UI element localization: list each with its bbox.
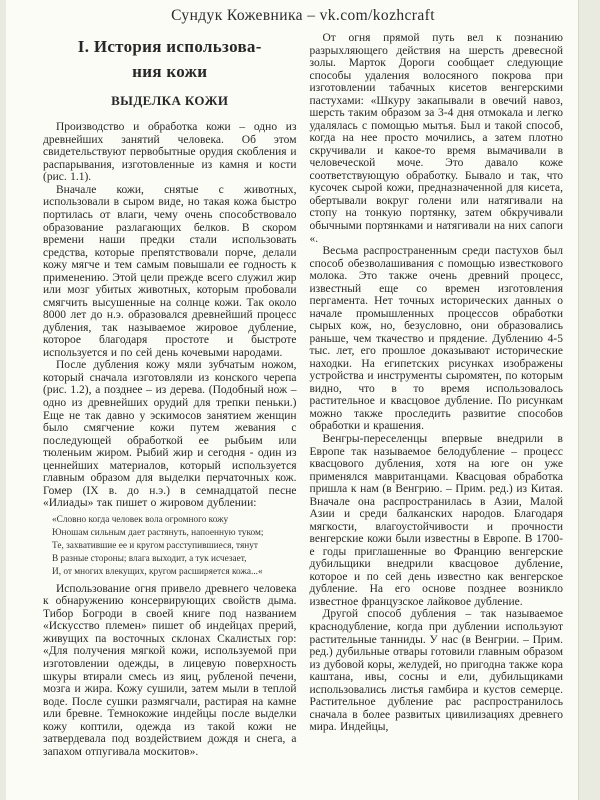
chapter-title	[43, 35, 297, 84]
two-column-layout	[43, 32, 563, 758]
verse-line: В разные стороны; влага выходит, а тук исчезает,	[52, 553, 247, 564]
chapter-title-line1: I. История использова-	[77, 37, 262, 56]
section-title: ВЫДЕЛКА КОЖИ	[111, 93, 229, 109]
verse-line: Юношам сильным дает растянуть, напоенную туком;	[52, 527, 264, 538]
paragraph: Использование огня привело древнего человека к обнаружению консервирующих свойств дыма. Тибор Богроди в своей книге под названием «Искусство племен» пишет об индейцах прерий, живущих па восточных склонах Скалистых гор: «Для получения мягкой кожи, используемой при изготовлении одежды, в лицевую поверхность шкуры втирали смесь из яиц, рубленой печени, мозга и жира. Кожу сушили, затем мыли в теплой воде. После сушки размягчали, растирая на камне или бревне. Темнокожие индейцы после выделки кожу коптили, одежда из такой кожи не затвердевала под воздействием дождя и снега, а запахом отпугивала москитов».	[43, 582, 297, 758]
paragraph: Весьма распространенным среди пастухов был способ обезволашивания с помощью известкового молока. Это также очень древний процесс, известный еще со времен изготовления пергамента. Нет точных исторических данных о начале промышленных процессов обработки сырых кож, но, безусловно, они образовались раньше, чем ткачество и прядение. Дублению 4-5 тыс. лет, его прошлое доказывают исторические находки. На египетских рисунках изображены устройства и инструменты сыромятен, по которым видно, что в то время использовалось растительное и квасцовое дубление. По рисункам можно также проследить развитие способов обработки и крашения.	[309, 245, 563, 433]
document-page	[6, 0, 579, 800]
left-column	[43, 32, 297, 758]
verse-line: И, от многих влекущих, кругом расширяется кожа...«	[52, 566, 263, 577]
verse-line: Те, захватившие ее и кругом расступившиеся, тянут	[52, 540, 258, 551]
paragraph: Венгры-переселенцы впервые внедрили в Европе так называемое белодубление – процесс квасцового дубления, хотя на юге он уже применялся мавританцами. Квасцовая обработка пришла к нам (в Венгрию. – Прим. ред.) из Китая. Вначале она распространилась в Азии, Малой Азии и среди балканских народов. Благодаря мягкости, влагоустойчивости и прочности венгерские кожи были известны в Европе. В 1700-е годы приглашенные во Францию венгерские дубильщики внедрили квасцовое дубление, которое и по сей день известно как венгерское дубление. На его основе позднее возникло известное французское лайковое дубление.	[309, 433, 563, 608]
paragraph: Производство и обработка кожи – одно из древнейших занятий человека. Об этом свидетельствуют первобытные орудия скобления и распарывания, изготовленные из камня и кости (рис. 1.1).	[43, 121, 297, 184]
paragraph: Другой способ дубления – так называемое краснодубление, когда при дублении используют растительные танниды. У нас (в Венгрии. – Прим. ред.) дубильные отвары готовили главным образом из дубовой коры, желудей, но пригодна также кора каштана, ивы, сосны и ели, дубильщиками использовались листья гамбира и кустов семерце. Растительное дубление рас распространилось сначала в более развитых цивилизациях древнего мира. Индейцы,	[309, 608, 563, 734]
page-header: Сундук Кожевника – vk.com/kozhcraft	[171, 7, 435, 24]
chapter-title-line2: ния кожи	[132, 61, 208, 81]
verse-line: «Словно когда человек вола огромного кожу	[52, 514, 229, 525]
paragraph: После дубления кожу мяли зубчатым ножом, который сначала изготовляли из конского черепа (рис. 1.2), а позднее – из дерева. (Подобный нож – одно из древнейших орудий для трепки пеньки.) Еще не так давно у эскимосов занятием женщин было смягчение кожи путем жевания с последующей обработкой ее рыбьим или тюленьим жиром. Рыбий жир и сегодня - один из ценнейших материалов, который используется главным образом для выделки перчаточных кож. Гомер (IX в. до н.э.) в семнадцатой песне «Илиады» так пишет о жировом дублении:	[43, 359, 297, 510]
paragraph: От огня прямой путь вел к познанию разрыхляющего действия на шерсть древесной золы. Марток Дороги сообщает следующие способы удаления волосяного покрова при изготовлении табачных кисетов венгерскими пастухами: «Шкуру закапывали в овечий навоз, шерсть таким образом за 3-4 дня отмокала и легко удалялась с помощью мытья. Был и такой способ, когда на нее просто мочились, а затем плотно скручивали и какое-то время вымачивали в человеческой моче. Это давало коже соответствующую обработку. Бывало и так, что кусочек сырой кожи, предназначенной для кисета, обертывали вокруг голени или натягивали на стопу на тонкую портянку, затем обкручивали обычными портянками и натягивали на них сапоги «.	[309, 32, 563, 245]
paragraph: Вначале кожи, снятые с животных, использовали в сыром виде, но такая кожа быстро портилась от влаги, чему очень способствовало образование разлагающих белков. В скором времени наши предки стали использовать средства, которые препятствовали порче, делали кожу мягче и тем самым повышали ее годность к применению. Этой цели прежде всего служил жир или мозг убитых животных, которым пробовали смягчить высушенные на солнце кожи. Так около 8000 лет до н.э. образовался древнейший процесс дубления, так называемое жировое дубление, которое благодаря простоте и быстроте используется и по сей день кочевыми народами.	[43, 183, 297, 359]
right-column	[310, 32, 564, 758]
iliad-verse-quote	[52, 514, 297, 579]
